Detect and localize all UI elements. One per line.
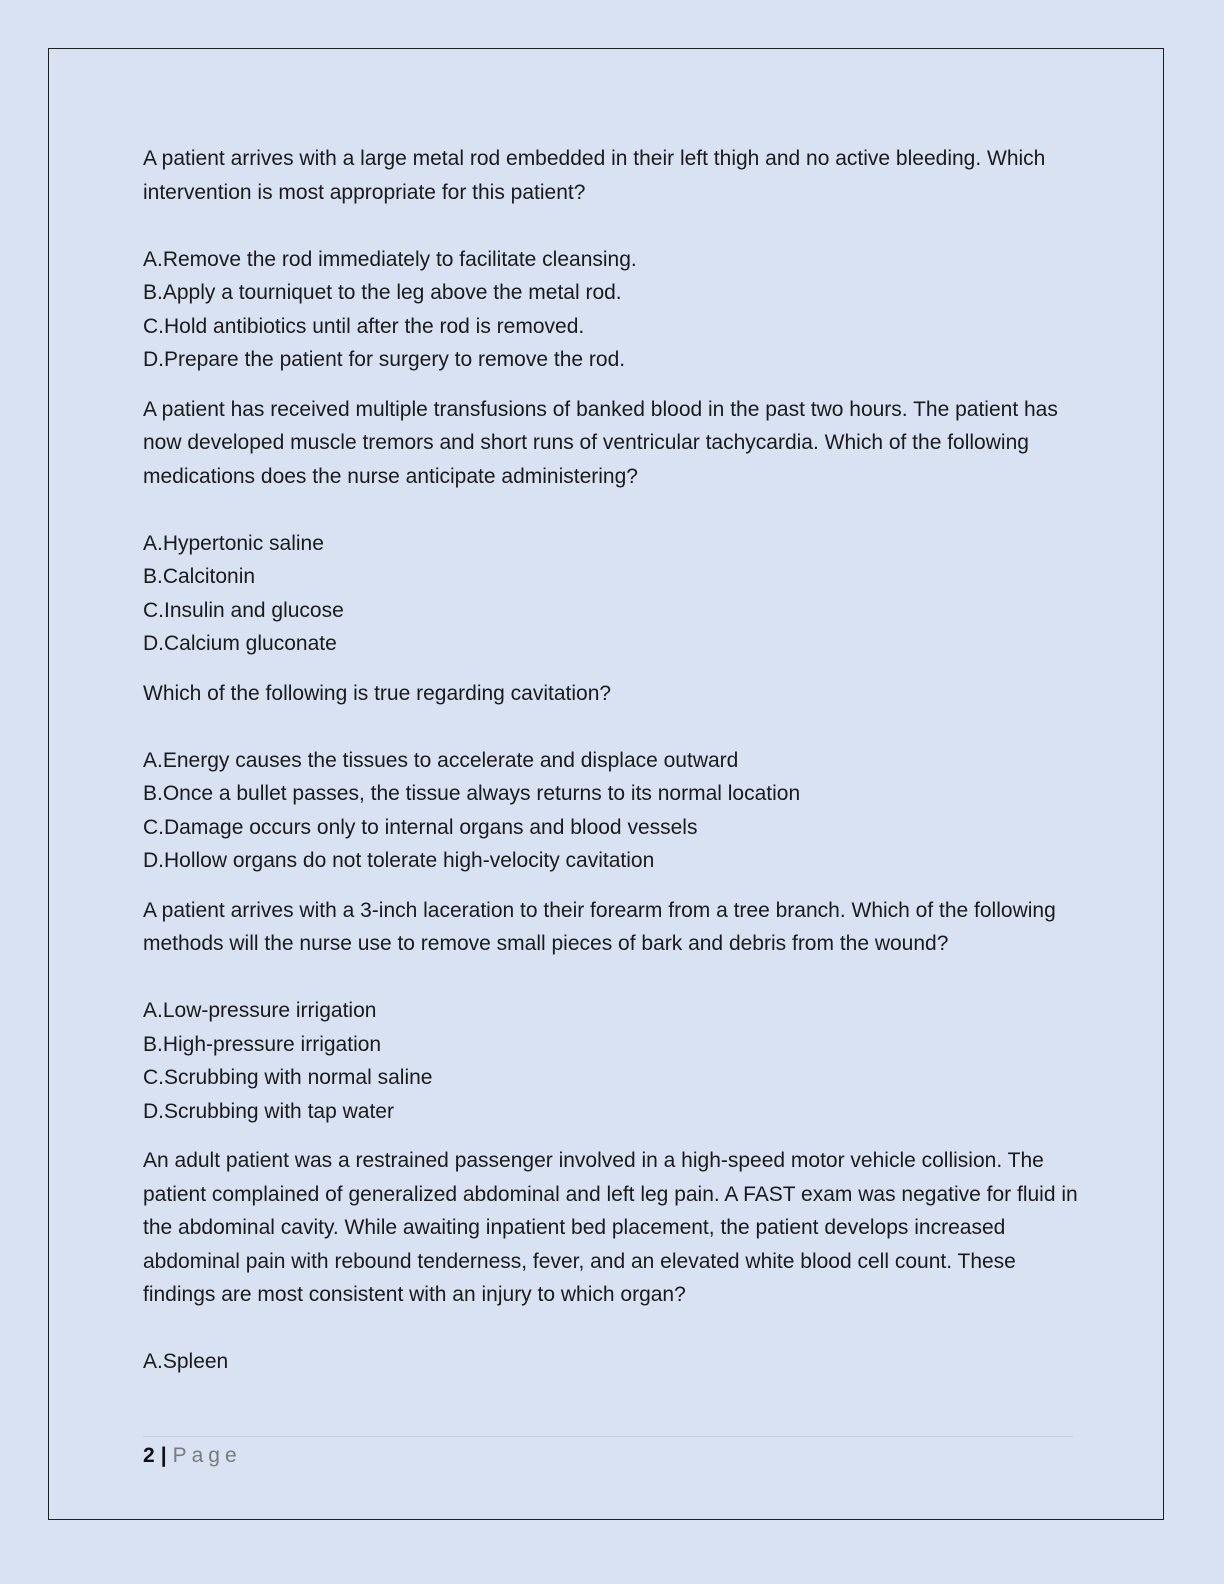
answer-option: C.Hold antibiotics until after the rod is removed.: [143, 314, 585, 338]
question-4: [143, 894, 1083, 1129]
question-text: An adult patient was a restrained passenger involved in a high-speed motor vehicle collision. The patient complained of generalized abdominal and left leg pain. A FAST exam was negative for fluid in the abdominal cavity. While awaiting inpatient bed placement, the patient develops increased abdominal pain with rebound tenderness, fever, and an elevated white blood cell count. These findings are most consistent with an injury to which organ?: [143, 1149, 1078, 1306]
answer-option: A.Hypertonic saline: [143, 531, 324, 555]
page-footer: [143, 1436, 1073, 1473]
question-text: A patient arrives with a large metal rod embedded in their left thigh and no active bleeding. Which intervention is most appropriate for this patient?: [143, 147, 1046, 204]
answer-option: A.Low-pressure irrigation: [143, 999, 377, 1022]
answer-option: C.Scrubbing with normal saline: [143, 1066, 433, 1089]
answer-option: A.Energy causes the tissues to accelerate and displace outward: [143, 748, 739, 772]
answer-option: C.Insulin and glucose: [143, 598, 344, 622]
answer-options: [143, 744, 1083, 878]
answer-option: D.Calcium gluconate: [143, 632, 337, 655]
answer-option: B.Once a bullet passes, the tissue always returns to its normal location: [143, 782, 801, 805]
answer-options: [143, 994, 1083, 1128]
question-2: [143, 393, 1083, 661]
footer-separator: |: [160, 1444, 167, 1467]
question-text: Which of the following is true regarding cavitation?: [143, 681, 612, 705]
page-number: 2: [143, 1444, 155, 1467]
answer-option: D.Prepare the patient for surgery to remove the rod.: [143, 348, 626, 371]
document-body: [143, 142, 1083, 1379]
answer-option: B.Apply a tourniquet to the leg above the metal rod.: [143, 281, 622, 304]
answer-option: D.Hollow organs do not tolerate high-velocity cavitation: [143, 849, 655, 872]
answer-option: C.Damage occurs only to internal organs and blood vessels: [143, 815, 698, 839]
answer-option: D.Scrubbing with tap water: [143, 1099, 394, 1123]
answer-options: [143, 243, 1083, 377]
question-3: [143, 677, 1083, 878]
answer-option: B.Calcitonin: [143, 565, 256, 588]
answer-option: A.Remove the rod immediately to facilitate cleansing.: [143, 247, 637, 271]
answer-option: B.High-pressure irrigation: [143, 1032, 382, 1056]
question-5: [143, 1144, 1083, 1379]
question-text: A patient arrives with a 3-inch laceration to their forearm from a tree branch. Which of the following methods will the nurse use to remove small pieces of bark and debris from the wound?: [143, 898, 1056, 955]
question-1: [143, 142, 1083, 377]
question-text: A patient has received multiple transfusions of banked blood in the past two hours. The patient has now developed muscle tremors and short runs of ventricular tachycardia. Which of the following medications does the nurse anticipate administering?: [143, 397, 1058, 488]
answer-options: [143, 527, 1083, 661]
answer-options: [143, 1345, 1083, 1379]
answer-option: A.Spleen: [143, 1350, 229, 1373]
page-label: Page: [172, 1444, 242, 1467]
